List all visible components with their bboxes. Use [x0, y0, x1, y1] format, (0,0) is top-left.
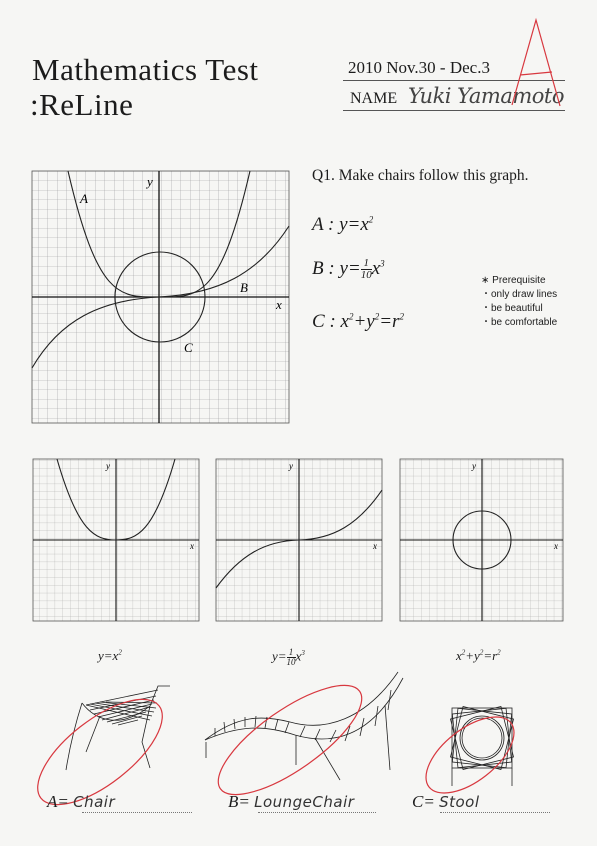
prerequisite-title: ∗ Prerequisite [481, 275, 546, 286]
answer-a [47, 792, 115, 812]
small-2-y-label: y [289, 461, 293, 471]
small-1-x-label: x [190, 541, 194, 551]
caption-3-sup-1: 2 [461, 648, 466, 657]
caption-circle: $x^2+y^2=r^2$ [456, 648, 501, 663]
name-signature: Yuki Yamamoto [408, 84, 565, 108]
equation-a-lhs: y=x [339, 214, 369, 235]
main-y-label: y [147, 174, 153, 189]
equation-c-letter: C [312, 311, 325, 332]
small-3-y-label: y [472, 461, 476, 471]
answer-c [412, 792, 480, 812]
answer-c-label: C= [412, 792, 435, 811]
small-graph-cubic [216, 459, 382, 621]
answer-b-line [258, 812, 376, 813]
prerequisite-item: ・be comfortable [481, 317, 558, 328]
prerequisite-item: ・only draw lines [481, 289, 558, 300]
equation-b-prefix: y= [339, 258, 361, 279]
caption-cubic [272, 648, 305, 667]
main-graph [32, 171, 289, 423]
equation-b-letter: B [312, 258, 324, 279]
title-line-2: :ReLine [30, 87, 134, 122]
label-b: B [240, 280, 248, 295]
caption-2-prefix: y= [272, 648, 287, 664]
title-line-1: Mathematics Test [32, 52, 259, 87]
caption-2-num: 1 [287, 648, 296, 658]
equation-a-letter: A [312, 214, 324, 235]
answer-a-value: Chair [73, 793, 116, 811]
equation-b-num: 1 [361, 258, 372, 270]
caption-2-var: x [295, 648, 302, 664]
equation-b: B : y= $\frac{1}{10}$ $x^3$ [312, 257, 385, 282]
caption-2-fraction [287, 648, 296, 667]
label-c: C [184, 340, 193, 355]
equation-c: C : $x^2+y^2=r^2$ [312, 311, 404, 332]
main-x-label: x [276, 297, 282, 312]
answer-a-label: A= [47, 792, 69, 811]
answer-b [228, 792, 354, 812]
caption-1-sup: 2 [118, 648, 122, 657]
small-graph-circle [400, 459, 563, 621]
caption-1-text: y=x [98, 648, 119, 663]
caption-3-sup-2: 2 [479, 648, 484, 657]
answer-c-value: Stool [439, 793, 480, 811]
equation-b-var: x [371, 258, 381, 279]
equation-c-sup-2: 2 [374, 311, 380, 322]
caption-2-sup: 3 [301, 649, 305, 658]
small-1-y-label: y [106, 461, 110, 471]
equation-a: A : $y=x^2$ [312, 214, 374, 235]
label-a: A [80, 191, 88, 206]
equation-a-sup: 2 [368, 214, 374, 225]
small-graph-parabola [33, 459, 199, 621]
answer-a-line [82, 812, 192, 813]
caption-parabola [98, 648, 122, 664]
equation-b-den: 10 [360, 269, 372, 282]
small-3-x-label: x [554, 541, 558, 551]
name-label: NAME [350, 90, 398, 107]
lounge-chair-drawing [205, 672, 403, 780]
answer-b-value: LoungeChair [254, 793, 355, 811]
small-2-x-label: x [373, 541, 377, 551]
equation-c-sup-3: 2 [399, 311, 404, 322]
caption-2-den: 10 [286, 657, 296, 667]
prerequisite-item: ・be beautiful [481, 303, 543, 314]
chair-drawing [66, 686, 170, 770]
equation-b-sup: 3 [380, 258, 385, 269]
grade-mark-a [512, 20, 560, 106]
equation-c-sup-1: 2 [348, 311, 354, 322]
answer-c-line [440, 812, 550, 813]
question-text: Q1. Make chairs follow this graph. [312, 167, 529, 184]
caption-3-sup-3: 2 [497, 648, 501, 657]
answer-b-label: B= [228, 792, 250, 811]
test-dates: 2010 Nov.30 - Dec.3 [348, 58, 490, 77]
